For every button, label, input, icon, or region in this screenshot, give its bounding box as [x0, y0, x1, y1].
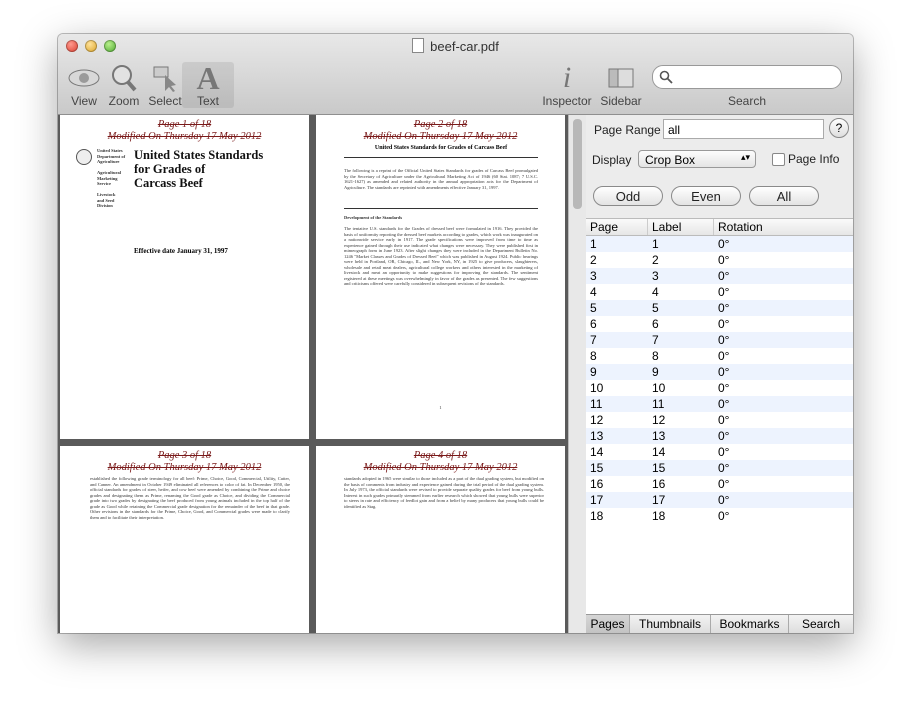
table-cell: 11	[590, 397, 603, 411]
page-range-label: Page Range	[594, 123, 661, 137]
table-cell: 1	[590, 237, 597, 251]
display-label: Display	[592, 153, 632, 167]
agency-line: Marketing	[97, 175, 118, 181]
table-cell: 15	[652, 461, 666, 475]
table-cell: 18	[590, 509, 604, 523]
page-range-input[interactable]: all	[663, 119, 824, 139]
pdf-page-4[interactable]	[316, 446, 565, 633]
table-cell: 4	[652, 285, 659, 299]
effective-date: Effective date January 31, 1997	[134, 247, 228, 255]
table-cell: 0°	[718, 253, 730, 267]
table-cell: 14	[652, 445, 666, 459]
sidebar-label: Sidebar	[600, 94, 642, 108]
table-body	[586, 236, 853, 524]
table-cell: 17	[590, 493, 604, 507]
sidebar-button[interactable]	[595, 62, 647, 108]
search-icon	[659, 70, 673, 84]
display-popup-value: Crop Box	[645, 153, 696, 167]
agency-line: and Seed	[97, 197, 115, 203]
inspector-button[interactable]	[542, 62, 592, 108]
tab-thumbnails[interactable]: Thumbnails	[630, 615, 711, 633]
page-info-label: Page Info	[788, 152, 840, 166]
table-cell: 7	[652, 333, 659, 347]
body-text: The tentative U.S. standards for the Grades of dressed beef were formulated in 1916. They provided the basis of uniformity reporting the dressed beef markets according to grades, which work was inaugurated on a nationwide service early in 1917. The grade specifications were improved from time to time as experience gained through their use indicated what changes were necessary. They were published first in mimeograph form in June 1923. After slight changes they were included in the Department Bulletin No. 1246 "Market Classes and Grades of Dressed Beef" which was published in August 1924. Public hearings were held in Portland, OR, Chicago, IL, and New York, NY, in 1925 to give producers, slaughterers, wholesale and retail meat dealers, agricultural college workers and others interested in the marketing of livestock and meat an opportunity to make suggestions for improving the standards. The sentiment registered at these meetings was overwhelmingly in favor of the grades as presented. The few suggestions and criticisms offered were carefully considered in subsequent revisions of the standards.	[344, 226, 538, 286]
text-a-icon: A	[196, 59, 220, 96]
tab-pages[interactable]: Pages	[586, 615, 630, 633]
table-row[interactable]	[586, 508, 853, 524]
table-row[interactable]	[586, 412, 853, 428]
search-label: Search	[727, 94, 767, 108]
table-row[interactable]	[586, 348, 853, 364]
table-cell: 8	[652, 349, 659, 363]
table-row[interactable]	[586, 492, 853, 508]
agency-line: Service	[97, 181, 111, 186]
table-row[interactable]	[586, 284, 853, 300]
inspector-panel	[586, 115, 853, 633]
table-header	[586, 219, 853, 236]
app-window	[58, 34, 853, 633]
text-label: Text	[196, 94, 219, 108]
table-row[interactable]	[586, 332, 853, 348]
modified-stamp: Modified On Thursday 17 May 2012	[107, 131, 262, 142]
table-cell: 0°	[718, 285, 730, 299]
toolbar	[58, 34, 853, 115]
table-cell: 16	[590, 477, 604, 491]
info-icon: i	[562, 61, 572, 94]
modified-stamp: Modified On Thursday 17 May 2012	[107, 462, 262, 473]
column-label[interactable]: Label	[648, 219, 714, 235]
table-cell: 0°	[718, 413, 730, 427]
scroll-thumb[interactable]	[573, 119, 582, 209]
page-header: Page 3 of 18	[157, 450, 212, 461]
section-heading: Development of the Standards	[344, 215, 403, 220]
tab-search[interactable]: Search	[801, 617, 841, 631]
search-field[interactable]	[652, 65, 842, 89]
table-cell: 5	[590, 301, 597, 315]
agency-line: Agriculture	[97, 159, 120, 164]
page-number: 1	[439, 405, 442, 410]
table-cell: 18	[652, 509, 666, 523]
table-row[interactable]	[586, 460, 853, 476]
inspector-label: Inspector	[542, 94, 592, 108]
page-title: United States Standards for Grades of Carcass Beef	[374, 145, 508, 151]
table-row[interactable]	[586, 476, 853, 492]
table-cell: 17	[652, 493, 666, 507]
body-text: standards adopted in 1965 were similar to those included as a part of the dual grading system, but modified on the basis of comments from industry and experience gained during the trial period of the dual grading system. In July 1973, the official standards were revised to provide separate quality grades for beef from young bulls. Interest in such grades primarily stemmed from earlier research which showed that young bulls were superior to steers in rate and efficiency of feedlot gain and from a belief by many producers that young bulls could be identified as Stag.	[344, 476, 544, 509]
table-cell: 0°	[718, 429, 730, 443]
table-cell: 13	[652, 429, 666, 443]
table-cell: 1	[652, 237, 659, 251]
table-cell: 10	[590, 381, 604, 395]
table-cell: 2	[590, 253, 597, 267]
window-title-text: beef-car.pdf	[430, 39, 499, 54]
page-header: Page 2 of 18	[413, 119, 468, 130]
inspector-tabs	[586, 614, 853, 633]
title-line: for Grades of	[134, 162, 206, 176]
table-cell: 16	[652, 477, 666, 491]
pdf-page-3[interactable]	[60, 446, 309, 633]
pdf-page-1[interactable]	[60, 115, 309, 439]
document-title	[134, 148, 263, 190]
table-cell: 6	[652, 317, 659, 331]
column-rotation[interactable]: Rotation	[718, 220, 763, 234]
table-cell: 0°	[718, 333, 730, 347]
table-cell: 2	[652, 253, 659, 267]
table-cell: 0°	[718, 317, 730, 331]
table-cell: 0°	[718, 445, 730, 459]
table-cell: 0°	[718, 461, 730, 475]
table-cell: 0°	[718, 301, 730, 315]
table-row[interactable]	[586, 300, 853, 316]
title-line: United States Standards	[134, 148, 264, 162]
pages-table	[586, 218, 853, 615]
pdf-pages-view[interactable]	[58, 115, 568, 633]
table-row[interactable]	[586, 316, 853, 332]
view-label: View	[71, 94, 97, 108]
table-cell: 4	[590, 285, 597, 299]
column-page[interactable]: Page	[586, 219, 648, 235]
help-button[interactable]: ?	[829, 118, 849, 138]
select-label: Select	[148, 94, 182, 108]
table-cell: 6	[590, 317, 597, 331]
pdf-page-2[interactable]	[316, 115, 565, 439]
table-cell: 0°	[718, 381, 730, 395]
table-cell: 3	[590, 269, 597, 283]
table-row[interactable]	[586, 252, 853, 268]
table-cell: 14	[590, 445, 604, 459]
body-text: established the following grade terminology for all beef: Prime, Choice, Good, Commercial, Utility, Cutter, and Canner. An amendment in October 1949 eliminated all references to color of fat. In December 1950, the official standards for grades of steer, heifer, and cow beef were amended by combining the Prime and choice grades and designating them as Prime, renaming the Good grade as Choice, and dividing the Commercial grade into two grades by designating the beef produced from young animals included in the top half of the grade as Good while retaining the Commercial grade designation for the remainder of the beef in that grade. Other revisions in the standards for the Prime, Choice, Good, and Commercial grades were made to clarify them and to facilitate their interpretation.	[90, 476, 290, 520]
divider	[344, 157, 538, 158]
usda-seal-icon	[76, 149, 92, 165]
page-header: Page 4 of 18	[413, 450, 468, 461]
agency-block	[97, 148, 135, 209]
agency-line: Department of	[97, 153, 126, 159]
table-cell: 0°	[718, 493, 730, 507]
tab-bookmarks[interactable]: Bookmarks	[711, 615, 789, 633]
sidebar-icon	[595, 62, 647, 94]
table-row[interactable]	[586, 268, 853, 284]
agency-line: Agricultural	[97, 170, 121, 175]
odd-button[interactable]: Odd	[593, 186, 663, 206]
agency-line: United States	[97, 148, 123, 153]
pdf-file-icon	[412, 38, 424, 53]
table-cell: 15	[590, 461, 604, 475]
table-cell: 0°	[718, 477, 730, 491]
table-row[interactable]	[586, 236, 853, 252]
zoom-label: Zoom	[108, 94, 140, 108]
modified-stamp: Modified On Thursday 17 May 2012	[363, 131, 518, 142]
agency-line: Division	[97, 203, 113, 208]
window-title	[58, 38, 853, 54]
divider	[344, 208, 538, 209]
page-header: Page 1 of 18	[157, 119, 212, 130]
table-cell: 0°	[718, 349, 730, 363]
table-cell: 3	[652, 269, 659, 283]
table-cell: 0°	[718, 237, 730, 251]
table-cell: 12	[652, 413, 666, 427]
title-line: Carcass Beef	[134, 176, 203, 190]
modified-stamp: Modified On Thursday 17 May 2012	[363, 462, 518, 473]
table-cell: 0°	[718, 397, 730, 411]
intro-paragraph: The following is a reprint of the Official United States Standards for grades of Carcass Beef promulgated by the Secretary of Agriculture under the Agricultural Marketing Act of 1946 (60 Stat. 1087; 7 U.S.C. 1621-1627) as amended and related authority in the annual appropriation acts for the Department of Agriculture. The standards are reprinted with amendments effective January 31, 1997.	[344, 168, 538, 190]
table-row[interactable]	[586, 380, 853, 396]
table-cell: 12	[590, 413, 604, 427]
table-cell: 8	[590, 349, 597, 363]
table-row[interactable]	[586, 428, 853, 444]
table-row[interactable]	[586, 364, 853, 380]
table-cell: 11	[652, 397, 665, 411]
table-cell: 0°	[718, 509, 730, 523]
table-cell: 9	[652, 365, 659, 379]
popup-arrows-icon: ▴▾	[740, 152, 750, 162]
page-info-checkbox[interactable]	[772, 153, 785, 166]
table-cell: 0°	[718, 365, 730, 379]
table-cell: 5	[652, 301, 659, 315]
agency-line: Livestock	[97, 192, 116, 197]
even-button[interactable]: Even	[671, 186, 741, 206]
table-cell: 10	[652, 381, 666, 395]
vertical-scrollbar[interactable]	[568, 115, 588, 633]
all-button[interactable]: All	[749, 186, 819, 206]
table-cell: 13	[590, 429, 604, 443]
display-popup[interactable]	[638, 150, 756, 168]
text-button[interactable]	[182, 59, 234, 108]
table-cell: 9	[590, 365, 597, 379]
table-row[interactable]	[586, 444, 853, 460]
table-cell: 7	[590, 333, 597, 347]
table-row[interactable]	[586, 396, 853, 412]
table-cell: 0°	[718, 269, 730, 283]
